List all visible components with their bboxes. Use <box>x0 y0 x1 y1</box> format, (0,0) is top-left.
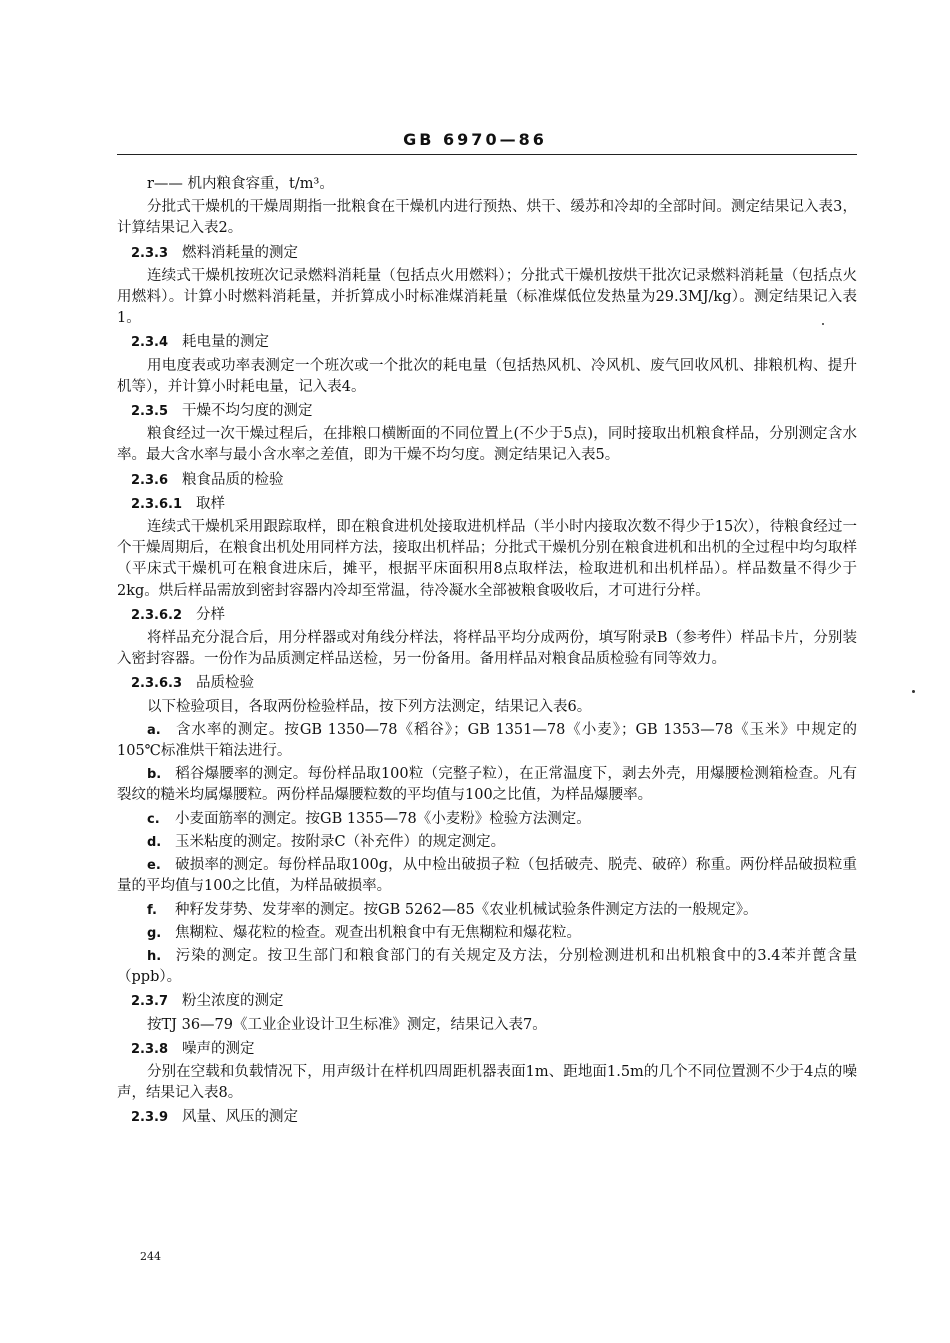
list-item <box>117 923 857 944</box>
section-heading-2-3-3 <box>131 243 857 264</box>
item-text: 焦糊粒、爆花粒的检查。观查出机粮食中有无焦糊粒和爆花粒。 <box>175 924 581 941</box>
section-title: 粉尘浓度的测定 <box>182 993 284 1010</box>
section-number: 2.3.9 <box>131 1110 169 1126</box>
paragraph-drying-unevenness: 粮食经过一次干燥过程后，在排粮口横断面的不同位置上(不少于5点)，同时接取出机粮食样品，分别测定含水率。最大含水率与最小含水率之差值，即为干燥不均匀度。测定结果记入表5。 <box>117 426 857 464</box>
section-title: 风量、风压的测定 <box>182 1109 299 1126</box>
section-number: 2.3.6 <box>131 472 169 488</box>
section-title: 耗电量的测定 <box>182 334 270 351</box>
paragraph-fuel-consumption: 连续式干燥机按班次记录燃料消耗量（包括点火用燃料）；分批式干燥机按烘干批次记录燃料消耗量（包括点火用燃料）。计算小时燃料消耗量，并折算成小时标准煤消耗量（标准煤低位发热量为29.3MJ/kg）。测定结果记入表1。 <box>117 267 857 327</box>
paragraph-noise: 分别在空载和负载情况下，用声级计在样机四周距机器表面1m、距地面1.5m的几个不同位置测不少于4点的噪声，结果记入表8。 <box>117 1063 857 1102</box>
scan-speck <box>822 323 824 325</box>
section-number: 2.3.3 <box>131 245 169 261</box>
item-letter: g. <box>147 925 162 941</box>
paragraph-drying-cycle: 分批式干燥机的干燥周期指一批粮食在干燥机内进行预热、烘干、缓苏和冷却的全部时间。测定结果记入表3，计算结果记入表2。 <box>117 199 857 237</box>
paragraph-sample-division: 将样品充分混合后，用分样器或对角线分样法，将样品平均分成两份，填写附录B（参考件）样品卡片，分别装入密封容器。一份作为品质测定样品送检，另一份备用。备用样品对粮食品质检验有同等效力。 <box>117 630 857 668</box>
section-title: 分样 <box>196 606 225 623</box>
section-number: 2.3.4 <box>131 335 169 351</box>
section-title: 噪声的测定 <box>182 1040 255 1057</box>
paragraph-dust: 按TJ 36—79《工业企业设计卫生标准》测定，结果记入表7。 <box>147 1016 547 1033</box>
quality-items-list <box>117 720 857 988</box>
item-text: 稻谷爆腰率的测定。每份样品取100粒（完整子粒），在正常温度下，剥去外壳，用爆腰检测箱检查。凡有裂纹的糙米均属爆腰粒。两份样品爆腰粒数的平均值与100之比值，为样品爆腰率。 <box>117 766 858 804</box>
item-text: 种籽发芽势、发芽率的测定。按GB 5262—85《农业机械试验条件测定方法的一般规定》。 <box>175 901 758 918</box>
item-letter: f. <box>147 902 157 918</box>
header-divider <box>117 154 857 155</box>
item-letter: a. <box>147 722 161 738</box>
list-item <box>117 855 857 897</box>
section-number: 2.3.8 <box>131 1041 169 1057</box>
section-number: 2.3.7 <box>131 994 169 1010</box>
item-letter: b. <box>147 767 162 783</box>
section-number: 2.3.6.1 <box>131 496 182 512</box>
paragraph-sampling: 连续式干燥机采用跟踪取样，即在粮食进机处接取进机样品（半小时内接取次数不得少于15次），待粮食经过一个干燥周期后，在粮食出机处用同样方法，接取出机样品；分批式干燥机分别在粮食进机和出机的全过程中均匀取样（平床式干燥机可在粮食进床后，摊平，根据平床面积用8点取样法，检取进机和出机样品）。样品数量不得少于2kg。烘后样品需放到密封容器内冷却至常温，待冷凝水全部被粮食吸收后，才可进行分样。 <box>117 519 857 599</box>
list-item <box>117 832 857 853</box>
section-title: 燃料消耗量的测定 <box>182 244 299 261</box>
section-heading-2-3-8 <box>131 1039 857 1060</box>
list-item <box>117 764 857 806</box>
section-heading-2-3-6-3 <box>131 673 857 694</box>
item-letter: e. <box>147 858 161 874</box>
section-heading-2-3-5 <box>131 401 857 422</box>
item-text: 玉米粘度的测定。按附录C（补充件）的规定测定。 <box>175 833 506 850</box>
item-letter: c. <box>147 811 160 827</box>
section-heading-2-3-7 <box>131 991 857 1012</box>
list-item <box>117 809 857 830</box>
section-title: 干燥不均匀度的测定 <box>182 403 313 420</box>
document-body <box>117 174 857 1131</box>
section-title: 品质检验 <box>196 675 254 692</box>
list-item <box>117 946 857 988</box>
paragraph-density-definition: r—— 机内粮食容重，t/m³。 <box>147 176 334 192</box>
paragraph-quality-intro: 以下检验项目，各取两份检验样品，按下列方法测定，结果记入表6。 <box>147 698 592 715</box>
item-letter: d. <box>147 834 162 850</box>
section-heading-2-3-6-1 <box>131 494 857 515</box>
section-number: 2.3.6.2 <box>131 607 182 623</box>
scan-speck <box>912 690 915 693</box>
section-title: 粮食品质的检验 <box>182 471 284 488</box>
item-text: 小麦面筋率的测定。按GB 1355—78《小麦粉》检验方法测定。 <box>175 810 591 827</box>
section-heading-2-3-4 <box>131 332 857 353</box>
item-text: 污染的测定。按卫生部门和粮食部门的有关规定及方法，分别检测进机和出机粮食中的3.4苯并蓖含量（ppb）。 <box>117 947 857 986</box>
list-item <box>117 720 857 762</box>
page-number: 244 <box>140 1250 161 1263</box>
standard-number-header: GB 6970—86 <box>403 130 547 149</box>
item-letter: h. <box>147 948 162 964</box>
paragraph-power-consumption: 用电度表或功率表测定一个班次或一个批次的耗电量（包括热风机、冷风机、废气回收风机、排粮机构、提升机等），并计算小时耗电量，记入表4。 <box>117 357 857 395</box>
list-item <box>117 900 857 921</box>
section-heading-2-3-6 <box>131 470 857 491</box>
item-text: 破损率的测定。每份样品取100g，从中检出破损子粒（包括破壳、脱壳、破碎）称重。两份样品破损粒重量的平均值与100之比值，为样品破损率。 <box>117 857 857 895</box>
section-number: 2.3.6.3 <box>131 676 182 692</box>
section-number: 2.3.5 <box>131 404 169 420</box>
section-heading-2-3-6-2 <box>131 605 857 626</box>
section-heading-2-3-9 <box>131 1107 857 1128</box>
item-text: 含水率的测定。按GB 1350—78《稻谷》；GB 1351—78《小麦》；GB 1353—78《玉米》中规定的105℃标准烘干箱法进行。 <box>117 721 857 760</box>
section-title: 取样 <box>196 495 225 512</box>
